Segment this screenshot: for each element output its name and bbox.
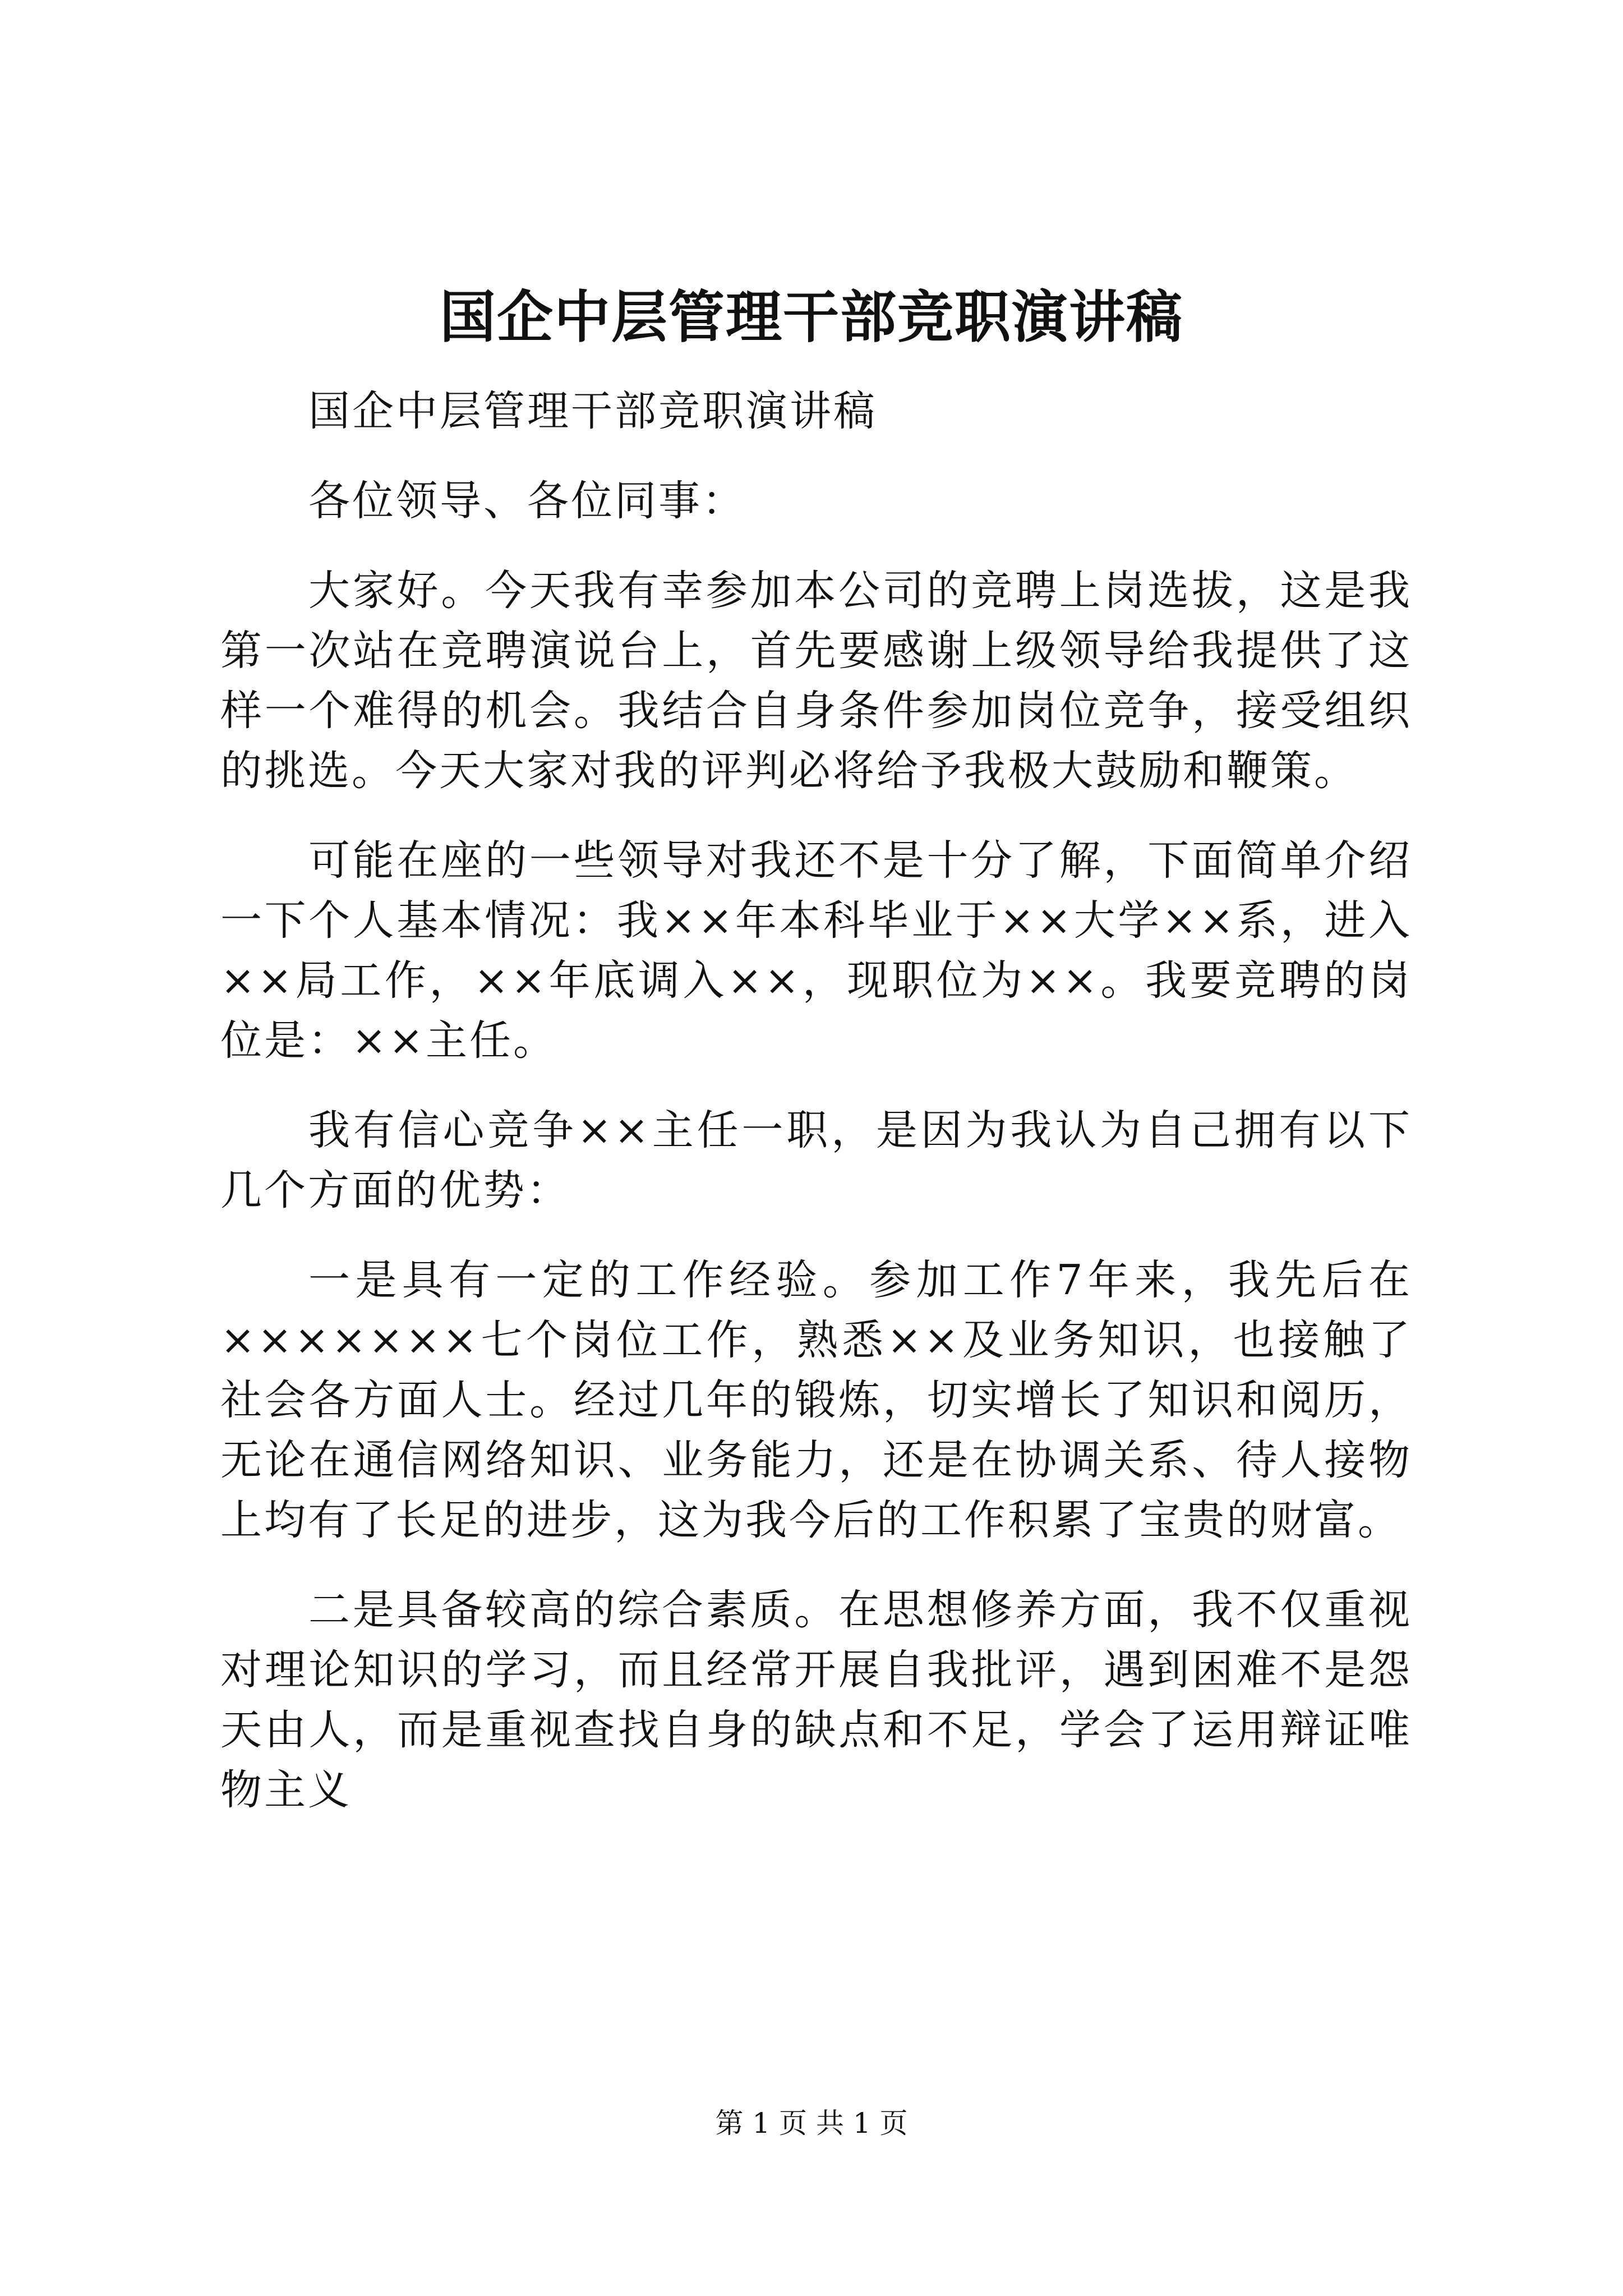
paragraph-opening: 大家好。今天我有幸参加本公司的竞聘上岗选拔，这是我第一次站在竞聘演说台上，首先要感谢上级领导给我提供了这样一个难得的机会。我结合自身条件参加岗位竞争，接受组织的挑选。今天大家对我的评判必将给予我极大鼓励和鞭策。 bbox=[220, 567, 1412, 795]
document-title: 国企中层管理干部竞职演讲稿 bbox=[440, 284, 1183, 350]
paragraph-advantages-intro: 我有信心竞争××主任一职，是因为我认为自己拥有以下几个方面的优势： bbox=[220, 1106, 1412, 1214]
document-body bbox=[220, 381, 1412, 1820]
paragraph-advantage-quality: 二是具备较高的综合素质。在思想修养方面，我不仅重视对理论知识的学习，而且经常开展自我批评，遇到困难不是怨天由人，而是重视查找自身的缺点和不足，学会了运用辩证唯物主义 bbox=[220, 1586, 1412, 1814]
paragraph-self-introduction: 可能在座的一些领导对我还不是十分了解，下面简单介绍一下个人基本情况：我××年本科毕业于××大学××系，进入××局工作，××年底调入××，现职位为××。我要竞聘的岗位是：××主任。 bbox=[220, 836, 1412, 1065]
paragraph-heading-repeat: 国企中层管理干部竞职演讲稿 bbox=[308, 387, 877, 435]
page-number-footer: 第 1 页 共 1 页 bbox=[715, 2107, 908, 2139]
paragraph-advantage-experience: 一是具有一定的工作经验。参加工作7年来，我先后在×××××××七个岗位工作，熟悉××及业务知识，也接触了社会各方面人士。经过几年的锻炼，切实增长了知识和阅历，无论在通信网络知识、业务能力，还是在协调关系、待人接物上均有了长足的进步，这为我今后的工作积累了宝贵的财富。 bbox=[220, 1256, 1412, 1544]
paragraph-salutation: 各位领导、各位同事： bbox=[308, 477, 746, 525]
